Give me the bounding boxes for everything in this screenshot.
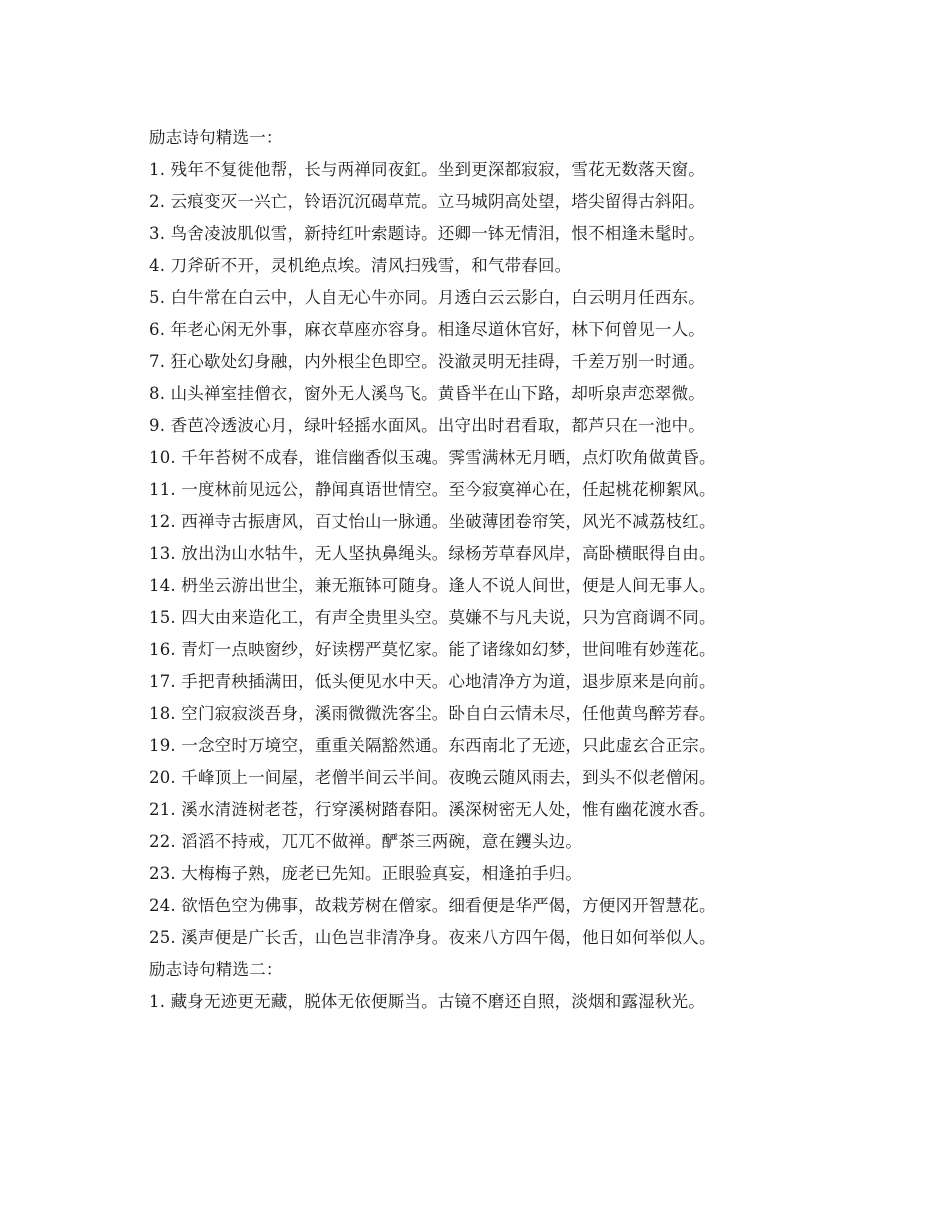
poem-line: 2. 云痕变灭一兴亡，铃语沉沉碣草荒。立马城阴高处望，塔尖留得古斜阳。 <box>149 192 705 211</box>
poem-line: 25. 溪声便是广长舌，山色岂非清净身。夜来八方四午偈，他日如何举似人。 <box>149 928 716 947</box>
document-body <box>149 122 809 1018</box>
poem-line: 22. 滔滔不持戒，兀兀不做禅。酽茶三两碗，意在钁头边。 <box>149 832 583 851</box>
poem-line: 24. 欲悟色空为佛事，故栽芳树在僧家。细看便是华严偈，方便冈开智慧花。 <box>149 896 716 915</box>
poem-line: 9. 香芭冷透波心月，绿叶轻摇水面风。出守出时君看取，都芦只在一池中。 <box>149 416 705 435</box>
poem-line: 6. 年老心闲无外事，麻衣草座亦容身。相逢尽道休官好，林下何曾见一人。 <box>149 320 705 339</box>
poem-line: 17. 手把青秧插满田，低头便见水中天。心地清净方为道，退步原来是向前。 <box>149 672 716 691</box>
poem-line: 13. 放出沩山水牯牛，无人坚执鼻绳头。绿杨芳草春风岸，高卧横眠得自由。 <box>149 544 716 563</box>
poem-line: 10. 千年苔树不成春，谁信幽香似玉魂。霁雪满林无月晒，点灯吹角做黄昏。 <box>149 448 716 467</box>
poem-line: 23. 大梅梅子熟，庞老已先知。正眼验真妄，相逢拍手归。 <box>149 864 583 883</box>
poem-line: 18. 空门寂寂淡吾身，溪雨微微洗客尘。卧自白云情未尽，任他黄鸟醉芳春。 <box>149 704 716 723</box>
poem-line: 12. 西禅寺古振唐风，百丈怡山一脉通。坐破薄团卷帘笑，风光不减荔枝红。 <box>149 512 716 531</box>
section-heading: 励志诗句精选一： <box>149 128 283 147</box>
poem-line: 8. 山头禅室挂僧衣，窗外无人溪鸟飞。黄昏半在山下路，却听泉声恋翠微。 <box>149 384 705 403</box>
poem-line: 15. 四大由来造化工，有声全贵里头空。莫嫌不与凡夫说，只为宫商调不同。 <box>149 608 716 627</box>
poem-line: 11. 一度林前见远公，静闻真语世情空。至今寂寞禅心在，任起桃花柳絮风。 <box>149 480 716 499</box>
section-heading: 励志诗句精选二： <box>149 960 283 979</box>
poem-line: 1. 藏身无迹更无藏，脱体无依便厮当。古镜不磨还自照，淡烟和露湿秋光。 <box>149 992 705 1011</box>
poem-line: 16. 青灯一点映窗纱，好读楞严莫忆家。能了诸缘如幻梦，世间唯有妙莲花。 <box>149 640 716 659</box>
poem-line: 1. 残年不复徙他帮，长与两禅同夜釭。坐到更深都寂寂，雪花无数落天窗。 <box>149 160 705 179</box>
poem-line: 3. 鸟舍凌波肌似雪，新持红叶索题诗。还卿一钵无情泪，恨不相逢未髦时。 <box>149 224 705 243</box>
poem-line: 14. 枬坐云游出世尘，兼无瓶钵可随身。逢人不说人间世，便是人间无事人。 <box>149 576 716 595</box>
poem-line: 7. 狂心歇处幻身融，内外根尘色即空。没澈灵明无挂碍，千差万别一时通。 <box>149 352 705 371</box>
poem-line: 5. 白牛常在白云中，人自无心牛亦同。月透白云云影白，白云明月任西东。 <box>149 288 705 307</box>
poem-line: 19. 一念空时万境空，重重关隔豁然通。东西南北了无迹，只此虚玄合正宗。 <box>149 736 716 755</box>
poem-line: 20. 千峰顶上一间屋，老僧半间云半间。夜晚云随风雨去，到头不似老僧闲。 <box>149 768 716 787</box>
poem-line: 4. 刀斧斫不开，灵机绝点埃。清风扫残雪，和气带春回。 <box>149 256 572 275</box>
poem-line: 21. 溪水清涟树老苍，行穿溪树踏春阳。溪深树密无人处，惟有幽花渡水香。 <box>149 800 716 819</box>
